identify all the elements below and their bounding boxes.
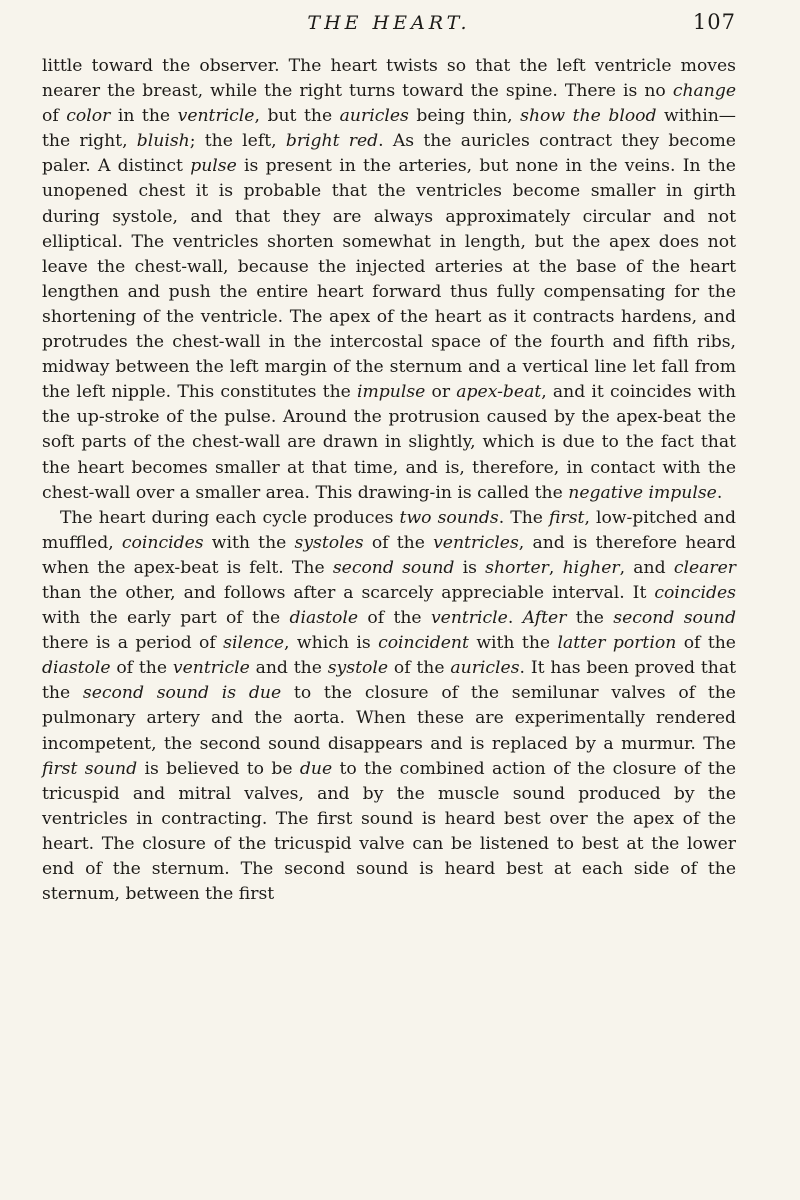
- italic-text: shorter: [485, 557, 549, 578]
- text-run: , and: [619, 557, 674, 578]
- text-run: is: [454, 557, 486, 578]
- text-run: than the other, and follows after a scarcely appreciable interval. It: [42, 582, 655, 603]
- italic-text: show the blood: [520, 106, 657, 127]
- text-run: .: [716, 482, 723, 503]
- italic-text: negative impulse: [568, 482, 717, 503]
- italic-text: two sounds: [399, 507, 499, 528]
- page-header: [42, 10, 736, 54]
- body-text: [42, 54, 736, 907]
- italic-text: auricles: [339, 106, 409, 127]
- italic-text: systoles: [294, 532, 364, 553]
- text-run: being thin,: [408, 106, 521, 127]
- text-run: the: [566, 608, 614, 629]
- italic-text: color: [66, 106, 111, 127]
- text-run: with the: [468, 633, 558, 654]
- text-run: with the: [203, 532, 295, 553]
- text-run: of the: [110, 658, 173, 679]
- text-run: ; the left,: [189, 131, 286, 152]
- text-run: little toward the observer. The heart twists so that the left ventricle moves nearer the breast, while the right turns toward the spine. There is no: [42, 56, 736, 102]
- italic-text: silence: [223, 633, 285, 654]
- italic-text: diastole: [42, 658, 111, 679]
- text-run: ,: [548, 557, 563, 578]
- italic-text: ventricle: [172, 658, 250, 679]
- text-run: . The: [498, 507, 550, 528]
- text-run: , and is therefore heard when the apex-beat is felt. The: [42, 532, 737, 578]
- italic-text: clearer: [673, 557, 736, 578]
- italic-text: bluish: [136, 131, 190, 152]
- italic-text: second sound: [332, 557, 455, 578]
- italic-text: ventricle: [430, 608, 508, 629]
- text-run: , low-pitched and muffled,: [42, 507, 736, 553]
- paragraph: [42, 54, 736, 506]
- italic-text: coincides: [121, 532, 204, 553]
- text-run: , but the: [254, 106, 340, 127]
- text-run: to the closure of the semilunar valves of the pulmonary artery and the aorta. When these are experimentally rendered incompetent, the second sound disappears and is replaced by a murmur. The: [42, 683, 736, 754]
- italic-text: systole: [327, 658, 389, 679]
- text-run: of the: [388, 658, 451, 679]
- italic-text: pulse: [190, 156, 237, 177]
- italic-text: change: [672, 81, 736, 102]
- italic-text: impulse: [357, 382, 426, 403]
- italic-text: latter portion: [557, 633, 677, 654]
- text-run: of the: [676, 633, 736, 654]
- italic-text: apex-beat: [456, 382, 542, 403]
- text-run: to the combined action of the closure of the tricuspid and mitral valves, and by the muscle sound produced by the ventricles in contracting. The first sound is heard best over the apex of the heart. The closure of the tricuspid valve can be listened to best at the lower end of the sternum. The second sound is heard best at each side of the sternum, between the first: [42, 758, 736, 905]
- text-run: and the: [249, 658, 328, 679]
- running-title: THE HEART.: [307, 12, 471, 34]
- text-run: is believed to be: [137, 758, 300, 779]
- italic-text: bright red: [285, 131, 379, 152]
- italic-text: ventricle: [177, 106, 255, 127]
- text-run: , and it coincides with the up-stroke of the pulse. Around the protrusion caused by the apex-beat the soft parts of the chest-wall are drawn in slightly, which is due to the fact that the heart becomes smaller at that time, and is, therefore, in contact with the chest-wall over a smaller area. This drawing-in is called the: [42, 382, 736, 503]
- text-run: . It has been proved that the: [42, 658, 737, 704]
- italic-text: ventricles: [433, 532, 519, 553]
- italic-text: auricles: [450, 658, 520, 679]
- text-run: The heart during each cycle produces: [60, 507, 400, 528]
- text-run: with the early part of the: [42, 608, 290, 629]
- italic-text: first sound: [42, 758, 138, 779]
- italic-text: second sound is due: [82, 683, 282, 704]
- italic-text: coincident: [378, 633, 469, 654]
- italic-text: second sound: [613, 608, 736, 629]
- paragraph: [42, 506, 736, 908]
- italic-text: due: [299, 758, 333, 779]
- text-run: of the: [363, 532, 434, 553]
- page-number: 107: [692, 10, 736, 34]
- text-run: , which is: [284, 633, 379, 654]
- italic-text: diastole: [289, 608, 359, 629]
- text-run: in the: [110, 106, 178, 127]
- italic-text: higher: [562, 557, 620, 578]
- italic-text: first: [549, 507, 585, 528]
- italic-text: After: [522, 608, 567, 629]
- text-run: . As the auricles contract they become paler. A distinct: [42, 131, 736, 177]
- text-run: .: [507, 608, 523, 629]
- italic-text: coincides: [654, 582, 736, 603]
- text-run: of: [42, 106, 67, 127]
- text-run: of the: [358, 608, 431, 629]
- text-run: or: [425, 382, 457, 403]
- text-run: within—the right,: [42, 106, 736, 152]
- text-run: is present in the arteries, but none in the veins. In the unopened chest it is probable that the ventricles become smaller in girth during systole, and that they are always approximately circular and not elliptical. The ventricles shorten somewhat in length, but the apex does not leave the chest-wall, because the injected arteries at the base of the heart lengthen and push the entire heart forward thus fully compensating for the shortening of the ventricle. The apex of the heart as it contracts hardens, and protrudes the chest-wall in the intercostal space of the fourth and fifth ribs, midway between the left margin of the sternum and a vertical line let fall from the left nipple. This constitutes the: [42, 156, 736, 403]
- text-run: there is a period of: [42, 633, 224, 654]
